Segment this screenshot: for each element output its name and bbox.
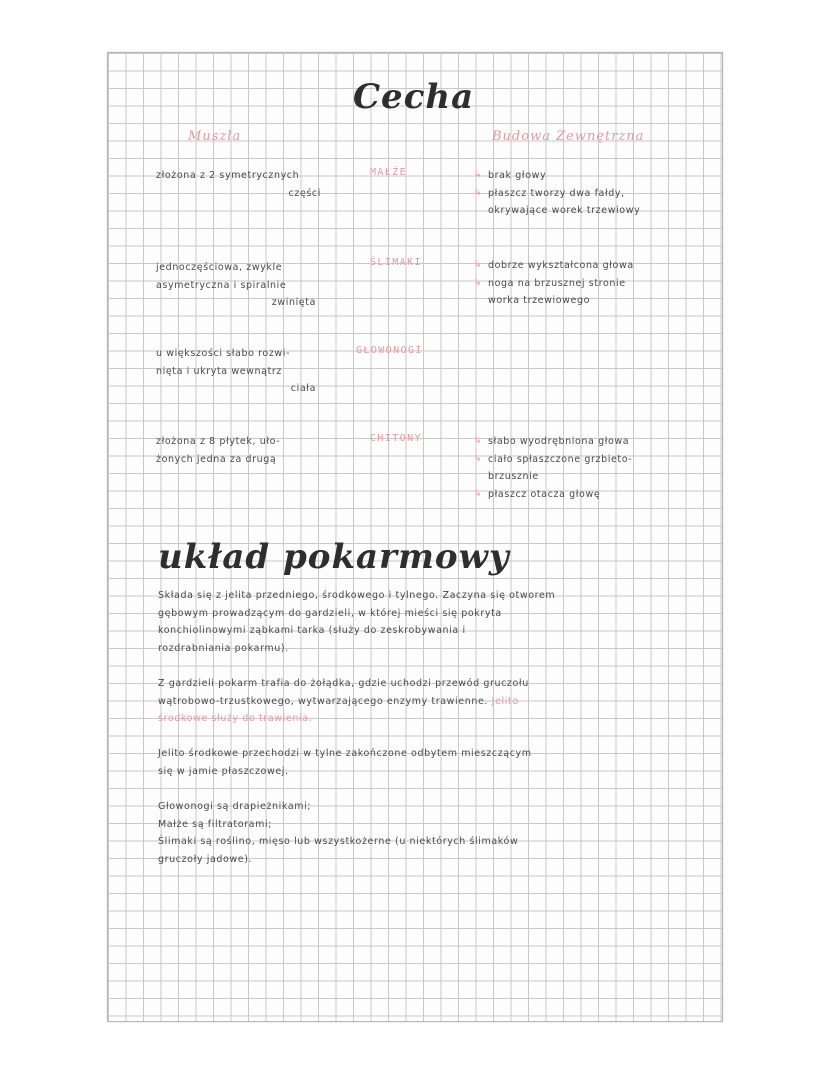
shell-line: zwinięta [271,297,316,308]
feature-item: ↳ słabo wyodrębniona głowa [474,433,694,451]
text-line: konchiolinowymi ząbkami tarka (służy do zeskrobywania i [158,625,466,636]
highlighted-text: środkowe służy do trawienia. [158,713,313,724]
shell-line: u większości słabo rozwi- [156,348,291,359]
category-glowonogi: GŁOWONOGI [356,345,423,356]
category-malze: MAŁŻE [370,167,408,178]
text-line: wątrobowo-trzustkowego, wytwarzającego enzymy trawienne. Jelito [158,695,519,707]
page-title: Cecha [353,77,475,117]
feature-item: ↳ brak głowy [474,167,684,185]
category-chitony: CHITONY [370,433,422,444]
arrow-bullet-icon: ↳ [474,277,483,288]
column-header-shell: Muszla [188,129,242,144]
row-chitony-features [474,433,694,503]
row-malze-features [474,167,684,220]
row-slimaki-shell [156,259,336,312]
text-line: Z gardzieli pokarm trafia do żołądka, gdzie uchodzi przewód gruczołu [158,678,529,689]
row-malze-shell [156,167,336,202]
feature-item: ↳ płaszcz tworzy dwa fałdy, [474,185,684,203]
grid-paper-sheet [107,52,723,1022]
text-line: Małże są filtratorami; [158,818,272,830]
paragraph-structure [158,587,668,657]
text-line: Głowonogi są drapieżnikami; [158,801,312,812]
paragraph-feeding [158,798,668,868]
arrow-bullet-icon: ↳ [474,436,483,446]
text-line: gruczoły jadowe). [158,853,253,865]
text-line: się w jamie płaszczowej. [158,765,289,777]
shell-line: ciała [290,383,316,394]
shell-line: asymetryczna i spiralnie [156,279,287,291]
shell-line: jednoczęściowa, zwykle [156,262,283,273]
row-slimaki-features [474,257,694,310]
arrow-bullet-icon: ↳ [474,187,483,198]
arrow-bullet-icon: ↳ [474,170,483,180]
feature-item: ↳ dobrze wykształcona głowa [474,257,694,275]
row-chitony-shell [156,433,336,468]
arrow-bullet-icon: ↳ [474,260,483,270]
feature-item: worka trzewiowego [488,295,591,306]
text-line: rozdrabniania pokarmu). [158,642,289,654]
feature-item: ↳ płaszcz otacza głowę [474,486,694,504]
shell-line: złożona z 2 symetrycznych [156,170,300,181]
text-line: Ślimaki są roślino, mięso lub wszystkożerne (u niektórych ślimaków [158,836,519,847]
shell-line: nięta i ukryta wewnątrz [156,365,282,377]
highlighted-text: Jelito [491,695,519,707]
paragraph-digestion [158,675,668,728]
feature-item: ↳ noga na brzusznej stronie [474,275,694,293]
paragraph-midgut [158,745,668,780]
text-line: Składa się z jelita przedniego, środkowego i tylnego. Zaczyna się otworem [158,590,556,601]
shell-line: części [288,187,321,199]
category-slimaki: ŚLIMAKI [370,257,422,268]
feature-item: ↳ ciało spłaszczone grzbieto- [474,451,694,469]
shell-line: żonych jedna za drugą [156,453,277,465]
row-glowonogi-shell [156,345,336,398]
feature-item: okrywające worek trzewiowy [488,205,641,216]
column-header-external-structure: Budowa Zewnętrzna [492,129,645,144]
text-line: Jelito środkowe przechodzi w tylne zakończone odbytem mieszczącym [158,748,532,759]
arrow-bullet-icon: ↳ [474,488,483,499]
shell-line: złożona z 8 płytek, uło- [156,436,281,447]
text-line: gębowym prowadzącym do gardzieli, w której mieści się pokryta [158,607,502,619]
feature-item: brzusznie [488,471,539,482]
section-title: układ pokarmowy [158,537,510,577]
arrow-bullet-icon: ↳ [474,453,483,464]
